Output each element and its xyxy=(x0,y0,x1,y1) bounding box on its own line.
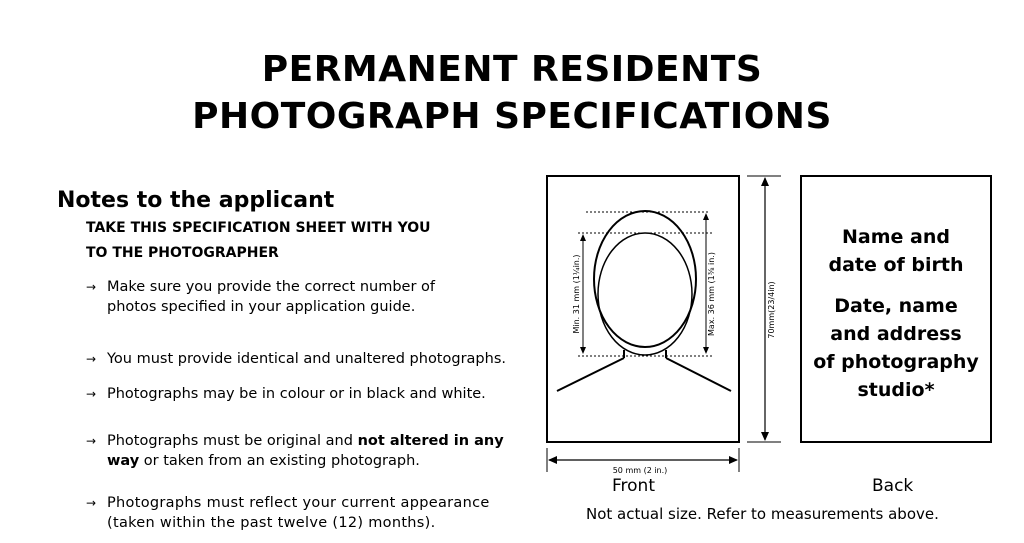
arrow-right-icon: → xyxy=(86,434,97,448)
notes-heading: Notes to the applicant xyxy=(57,188,335,213)
back-text-line: and address xyxy=(830,323,962,345)
footer-note: Not actual size. Refer to measurements above. xyxy=(586,505,939,523)
back-text-studio xyxy=(802,292,990,404)
bullet-text-pre: Photographs must be original and xyxy=(107,433,358,449)
arrow-right-icon: → xyxy=(86,352,97,366)
front-label: Front xyxy=(612,476,655,496)
back-text-line: studio* xyxy=(857,379,935,401)
max-face-label: Max. 36 mm (1⅜ in.) xyxy=(707,252,716,336)
bullet-text: Photographs may be in colour or in black and white. xyxy=(107,386,486,402)
page-title-line-2: PHOTOGRAPH SPECIFICATIONS xyxy=(192,96,832,137)
width-label: 50 mm (2 in.) xyxy=(612,466,668,475)
back-text-line: Date, name xyxy=(834,295,958,317)
back-text-name-dob xyxy=(802,223,990,279)
front-photo-diagram xyxy=(540,170,800,480)
shoulder-right xyxy=(666,358,731,391)
face-outline xyxy=(598,233,692,355)
bullet-text xyxy=(107,431,537,471)
head-outline xyxy=(594,211,696,347)
bullet-text: You must provide identical and unaltered photographs. xyxy=(107,351,506,367)
shoulder-left xyxy=(557,358,624,391)
height-label: 70mm(23/4in) xyxy=(767,281,776,339)
instruction-line-1: TAKE THIS SPECIFICATION SHEET WITH YOU xyxy=(86,220,431,236)
back-text-line: date of birth xyxy=(828,254,964,276)
page-title-line-1: PERMANENT RESIDENTS xyxy=(261,49,763,90)
arrow-right-icon: → xyxy=(86,387,97,401)
instruction-line-2: TO THE PHOTOGRAPHER xyxy=(86,245,279,261)
min-face-label: Min. 31 mm (1¼in.) xyxy=(572,254,581,334)
arrow-right-icon: → xyxy=(86,280,97,294)
arrow-right-icon: → xyxy=(86,496,97,510)
back-of-photo-box xyxy=(800,175,992,443)
bullet-text: Photographs must reflect your current appearance (taken within the past twelve (12) months). xyxy=(107,495,490,531)
back-text-line: Name and xyxy=(842,226,950,248)
back-text-line: of photography xyxy=(813,351,979,373)
bullet-text-bold: not altered in any way xyxy=(107,433,504,469)
bullet-text-post: or taken from an existing photograph. xyxy=(139,453,420,469)
bullet-text: Make sure you provide the correct number of photos specified in your application guide. xyxy=(107,279,435,315)
back-label: Back xyxy=(872,476,914,496)
